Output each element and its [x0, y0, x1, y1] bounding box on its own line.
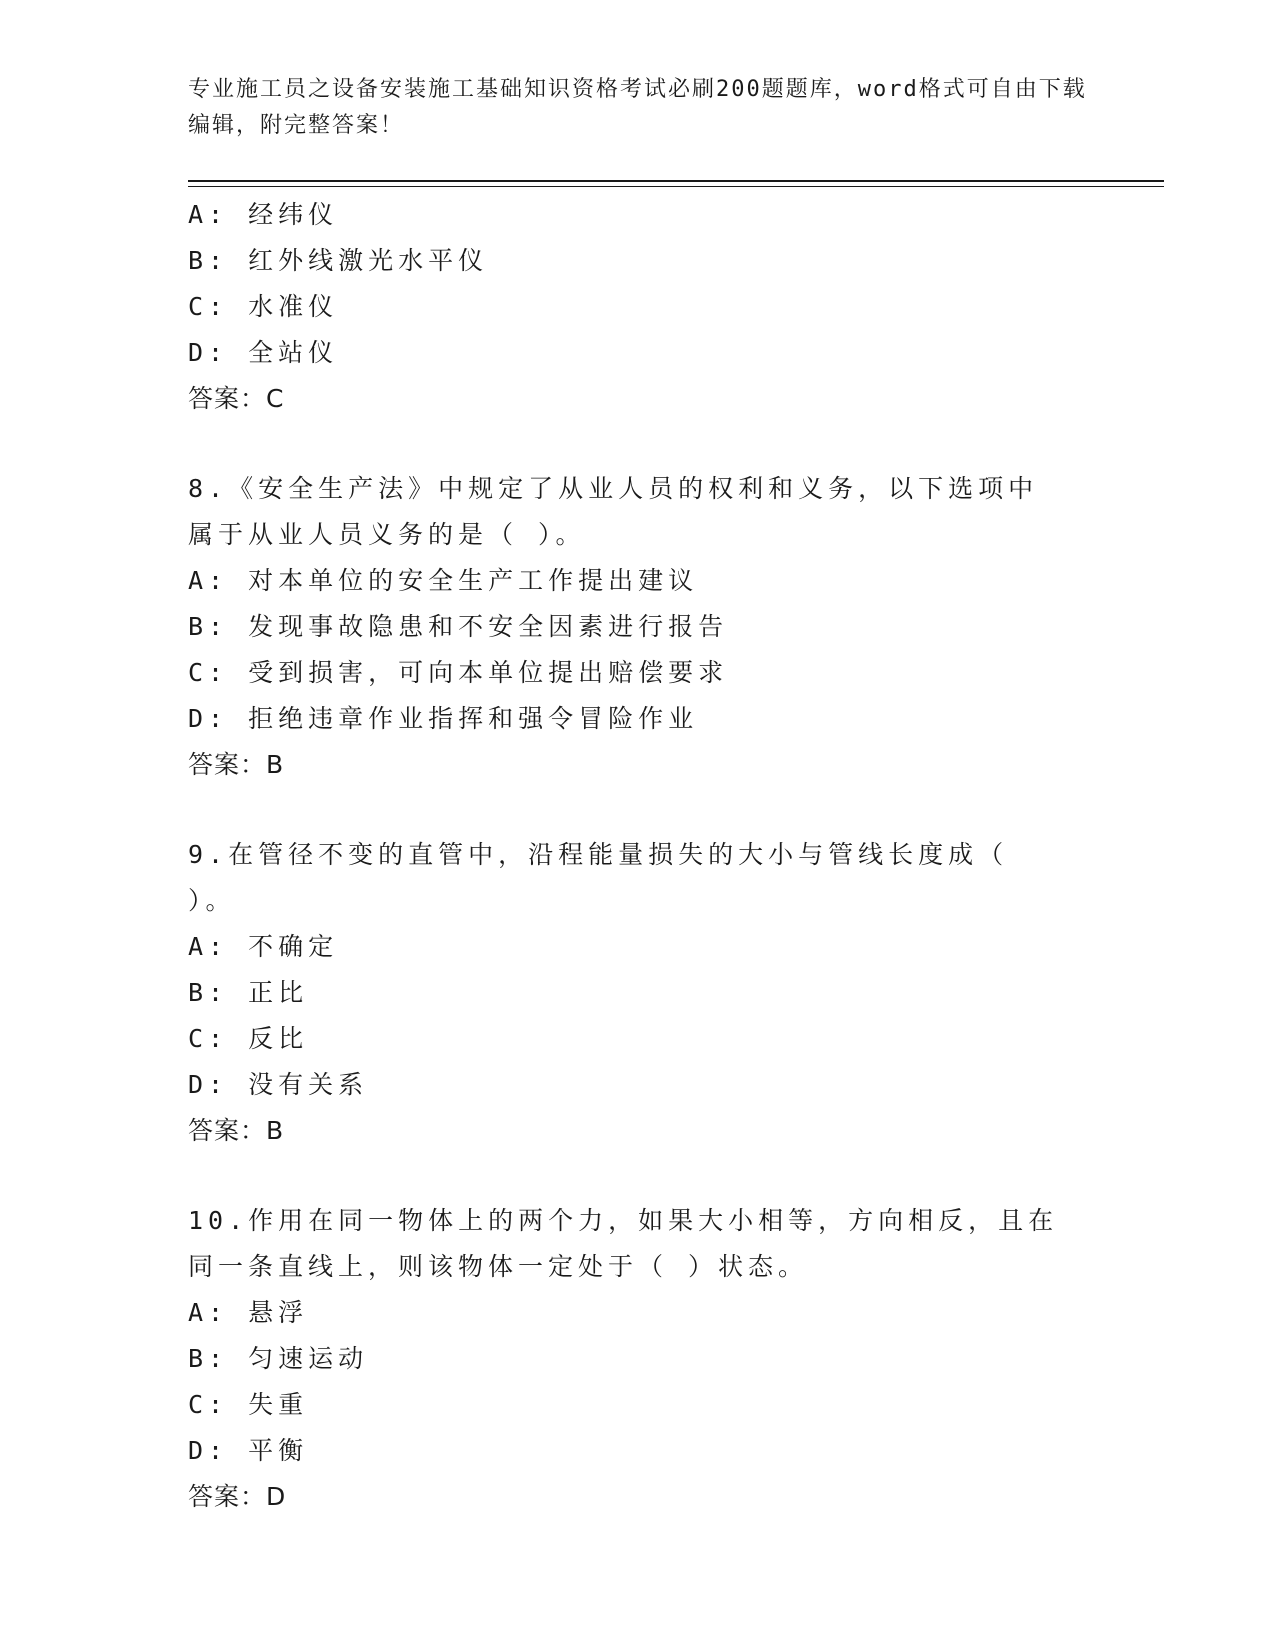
option-b: B: 匀速运动 [188, 1344, 369, 1373]
answer-line: 答案：D [188, 1482, 287, 1511]
option-b: B: 发现事故隐患和不安全因素进行报告 [188, 612, 729, 641]
option-d: D: 平衡 [188, 1436, 309, 1465]
question-spacer [188, 1154, 1088, 1198]
question-stem: 10.作用在同一物体上的两个力，如果大小相等，方向相反，且在同一条直线上，则该物体一定处于（ ）状态。 [188, 1206, 1059, 1281]
option-d: D: 没有关系 [188, 1070, 369, 1099]
option-c: C: 水准仪 [188, 292, 339, 321]
option-d: D: 全站仪 [188, 338, 339, 367]
option-c: C: 受到损害，可向本单位提出赔偿要求 [188, 658, 729, 687]
question-stem: 9.在管径不变的直管中，沿程能量损失的大小与管线长度成（ ）。 [188, 840, 1009, 915]
question-9 [188, 832, 1088, 1154]
answer-line: 答案：B [188, 1116, 285, 1145]
option-b: B: 红外线激光水平仪 [188, 246, 489, 275]
header-rule-thin [188, 186, 1164, 187]
option-a: A: 对本单位的安全生产工作提出建议 [188, 566, 699, 595]
question-spacer [188, 422, 1088, 466]
header-rule-thick [188, 180, 1164, 182]
answer-line: 答案：B [188, 750, 285, 779]
option-d: D: 拒绝违章作业指挥和强令冒险作业 [188, 704, 699, 733]
question-stem: 8.《安全生产法》中规定了从业人员的权利和义务，以下选项中属于从业人员义务的是（ ）。 [188, 474, 1039, 549]
document-header: 专业施工员之设备安装施工基础知识资格考试必刷200题题库，word格式可自由下载编辑，附完整答案！ [188, 77, 1087, 138]
question-10 [188, 1198, 1088, 1520]
question-spacer [188, 788, 1088, 832]
option-c: C: 反比 [188, 1024, 309, 1053]
question-8 [188, 466, 1088, 788]
option-a: A: 不确定 [188, 932, 339, 961]
option-b: B: 正比 [188, 978, 309, 1007]
answer-line: 答案：C [188, 384, 285, 413]
question-list [188, 192, 1088, 1520]
option-a: A: 经纬仪 [188, 200, 339, 229]
question-7 [188, 192, 1088, 422]
option-c: C: 失重 [188, 1390, 309, 1419]
option-a: A: 悬浮 [188, 1298, 309, 1327]
